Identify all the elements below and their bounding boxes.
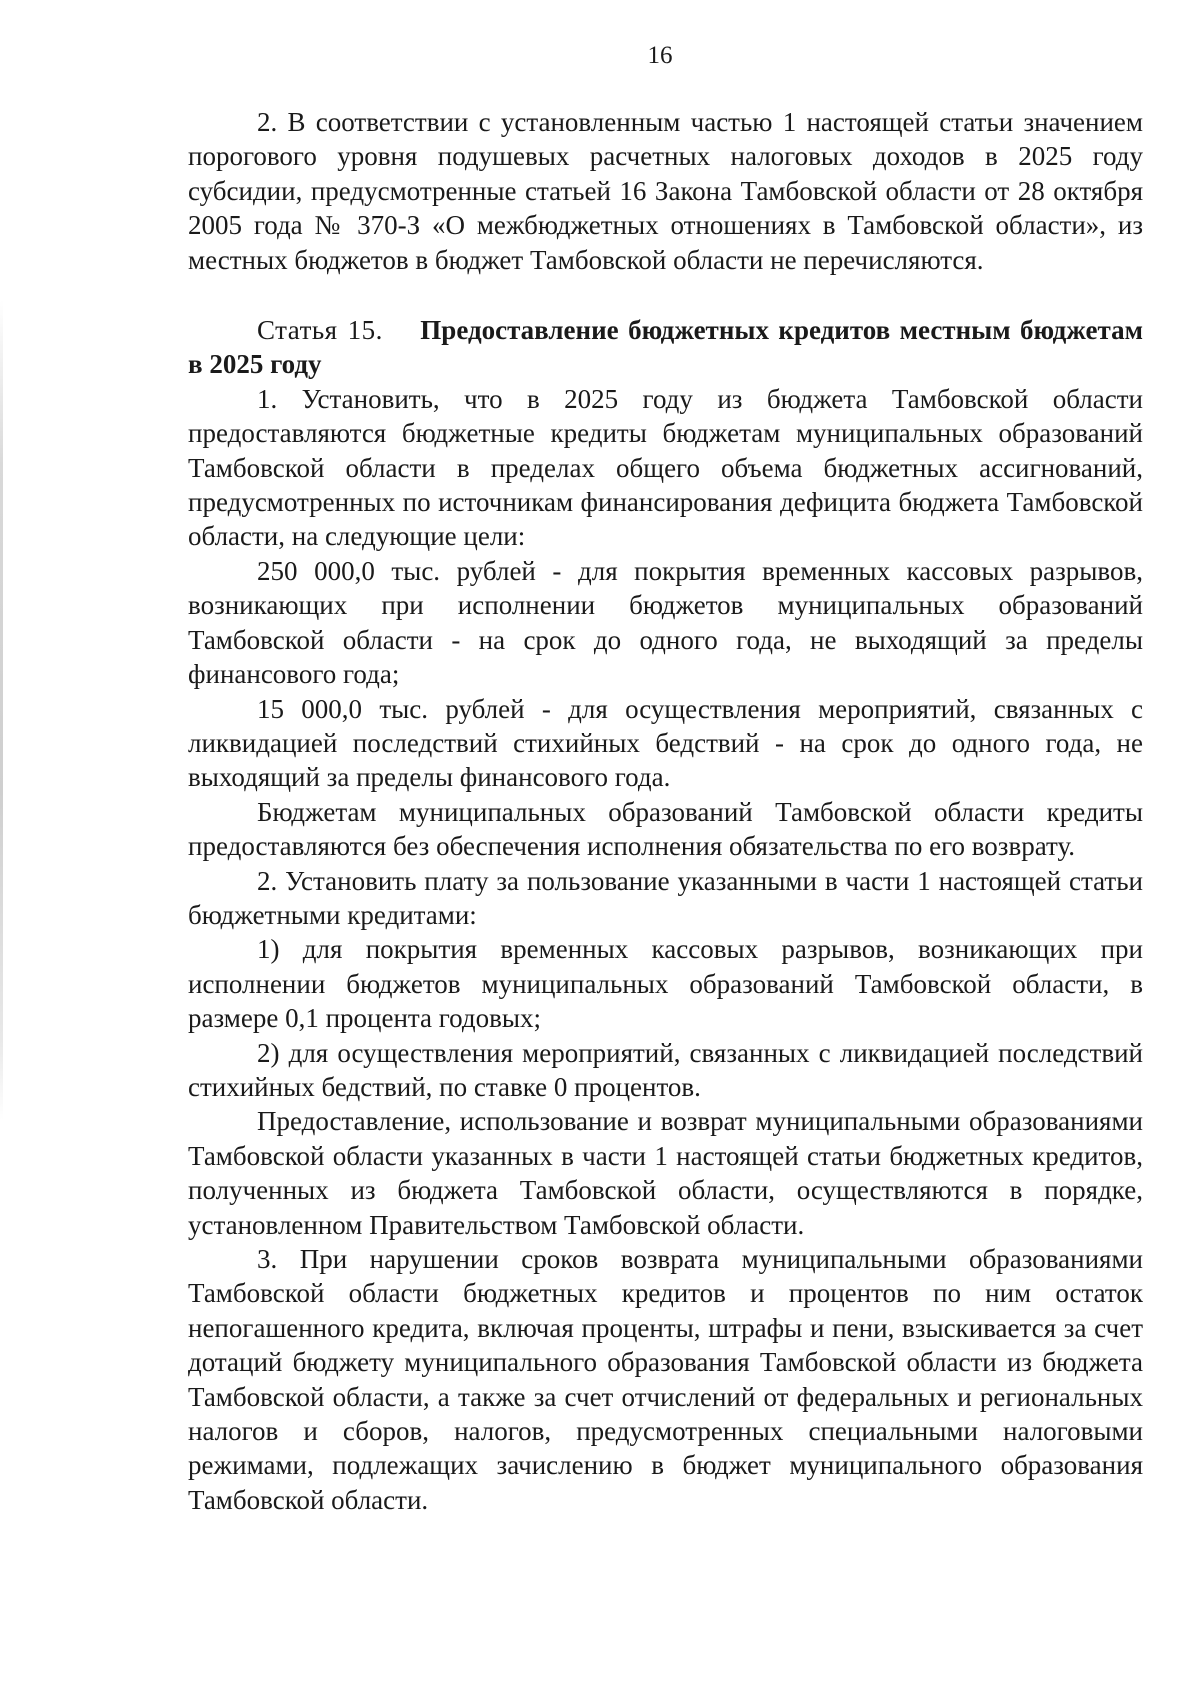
paragraph: 1) для покрытия временных кассовых разрывов, возникающих при исполнении бюджетов муниципальных образований Тамбовской области, в размере 0,1 процента годовых; — [188, 934, 1143, 1034]
paragraph: 250 000,0 тыс. рублей - для покрытия временных кассовых разрывов, возникающих при исполнении бюджетов муниципальных образований Тамбовской области - на срок до одного года, не выходящий за пределы финансового года; — [188, 555, 1143, 690]
page-number: 16 — [647, 42, 673, 69]
paragraph: 15 000,0 тыс. рублей - для осуществления мероприятий, связанных с ликвидацией последствий стихийных бедствий - на срок до одного года, не выходящий за пределы финансового года. — [188, 693, 1143, 793]
scan-edge-shadow — [0, 300, 3, 1120]
article-title: Предоставление бюджетных кредитов местным бюджетам в 2025 году — [188, 315, 1143, 380]
paragraph: 2) для осуществления мероприятий, связанных с ликвидацией последствий стихийных бедствий, по ставке 0 процентов. — [188, 1037, 1143, 1102]
paragraph: 1. Установить, что в 2025 году из бюджета Тамбовской области предоставляются бюджетные кредиты бюджетам муниципальных образований Тамбовской области в пределах общего объема бюджетных ассигнований, предусмотренных по источникам финансирования дефицита бюджета Тамбовской области, на следующие цели: — [188, 383, 1143, 552]
paragraph: 2. Установить плату за пользование указанными в части 1 настоящей статьи бюджетными кредитами: — [188, 865, 1143, 930]
paragraph-part-2: 2. В соответствии с установленным частью 1 настоящей статьи значением порогового уровня подушевых расчетных налоговых доходов в 2025 году субсидии, предусмотренные статьей 16 Закона Тамбовской области от 28 октября 2005 года № 370-З «О межбюджетных отношениях в Тамбовской области», из местных бюджетов в бюджет Тамбовской области не перечисляются. — [188, 107, 1143, 275]
article-heading — [188, 313, 1143, 382]
paragraph: Бюджетам муниципальных образований Тамбовской области кредиты предоставляются без обеспечения исполнения обязательства по его возврату. — [188, 796, 1143, 862]
paragraph: Предоставление, использование и возврат муниципальными образованиями Тамбовской области указанных в части 1 настоящей статьи бюджетных кредитов, полученных из бюджета Тамбовской области, осуществляются в порядке, установленном Правительством Тамбовской области. — [188, 1106, 1143, 1240]
paragraph-gap — [188, 277, 1143, 313]
paragraph: 3. При нарушении сроков возврата муниципальными образованиями Тамбовской области бюджетных кредитов и процентов по ним остаток непогашенного кредита, включая проценты, штрафы и пени, взыскивается за счет дотаций бюджету муниципального образования Тамбовской области из бюджета Тамбовской области, а также за счет отчислений от федеральных и региональных налогов и сборов, налогов, предусмотренных специальными налоговыми режимами, подлежащих зачислению в бюджет муниципального образования Тамбовской области. — [188, 1244, 1143, 1515]
article-label: Статья 15. — [257, 315, 383, 346]
document-body — [188, 105, 1143, 1517]
